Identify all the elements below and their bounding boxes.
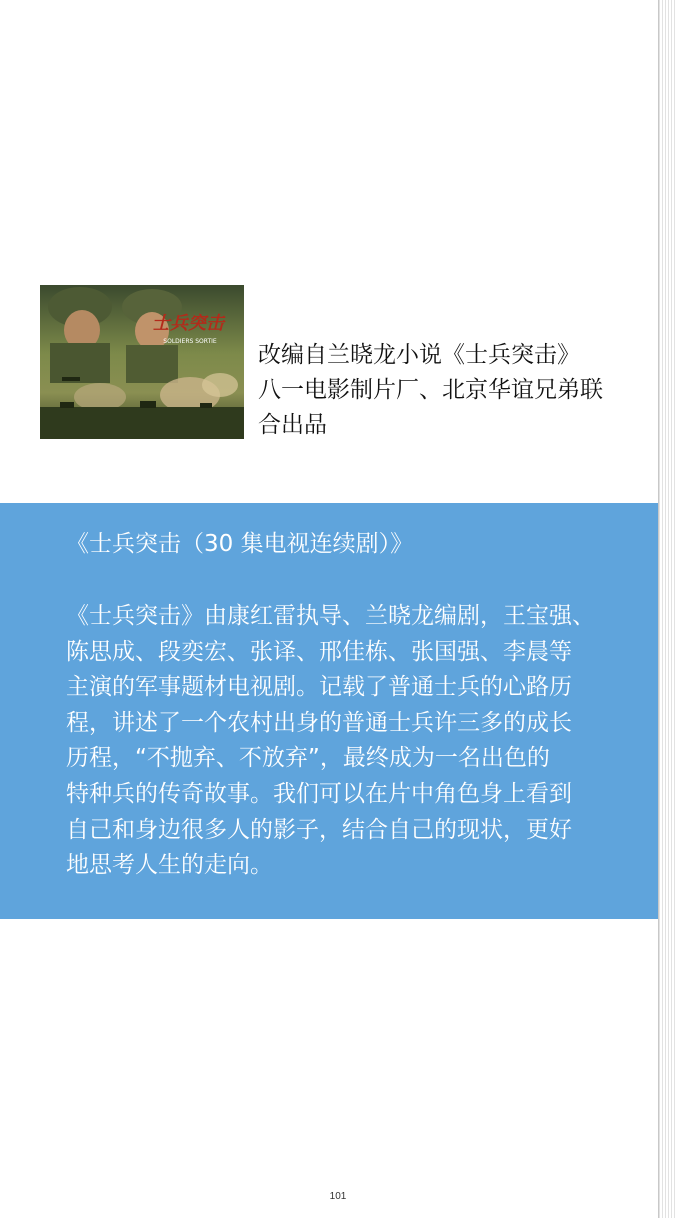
body-line-2: 陈思成、段奕宏、张译、邢佳栋、张国强、李晨等 [66, 638, 572, 665]
body-line-4: 程，讲述了一个农村出身的普通士兵许三多的成长 [66, 709, 572, 736]
book-page-edges [658, 0, 676, 1218]
body-line-5: 历程，“不抛弃、不放弃”，最终成为一名出色的 [66, 745, 550, 772]
caption-line-1: 改编自兰晓龙小说《士兵突击》 [258, 342, 580, 368]
caption-line-3: 合出品 [258, 412, 327, 438]
caption-line-2: 八一电影制片厂、北京华谊兄弟联 [258, 377, 603, 403]
poster-title-text: 士兵突击 [152, 313, 224, 334]
box-title: 《士兵突击（30 集电视连续剧）》 [66, 531, 414, 557]
poster-caption [258, 338, 648, 443]
poster-subtitle-text: SOLDIERS SORTIE [163, 338, 217, 345]
body-line-8: 地思考人生的走向。 [66, 852, 273, 879]
page-number: 101 [329, 1191, 347, 1202]
tv-series-poster-image [40, 285, 244, 439]
box-body-text [66, 599, 626, 884]
body-line-1: 《士兵突击》由康红雷执导、兰晓龙编剧，王宝强、 [66, 603, 595, 629]
body-line-6: 特种兵的传奇故事。我们可以在片中角色身上看到 [66, 780, 572, 807]
body-line-7: 自己和身边很多人的影子，结合自己的现状，更好 [66, 816, 572, 843]
poster-illustration [40, 285, 244, 439]
body-line-3: 主演的军事题材电视剧。记载了普通士兵的心路历 [66, 674, 572, 701]
